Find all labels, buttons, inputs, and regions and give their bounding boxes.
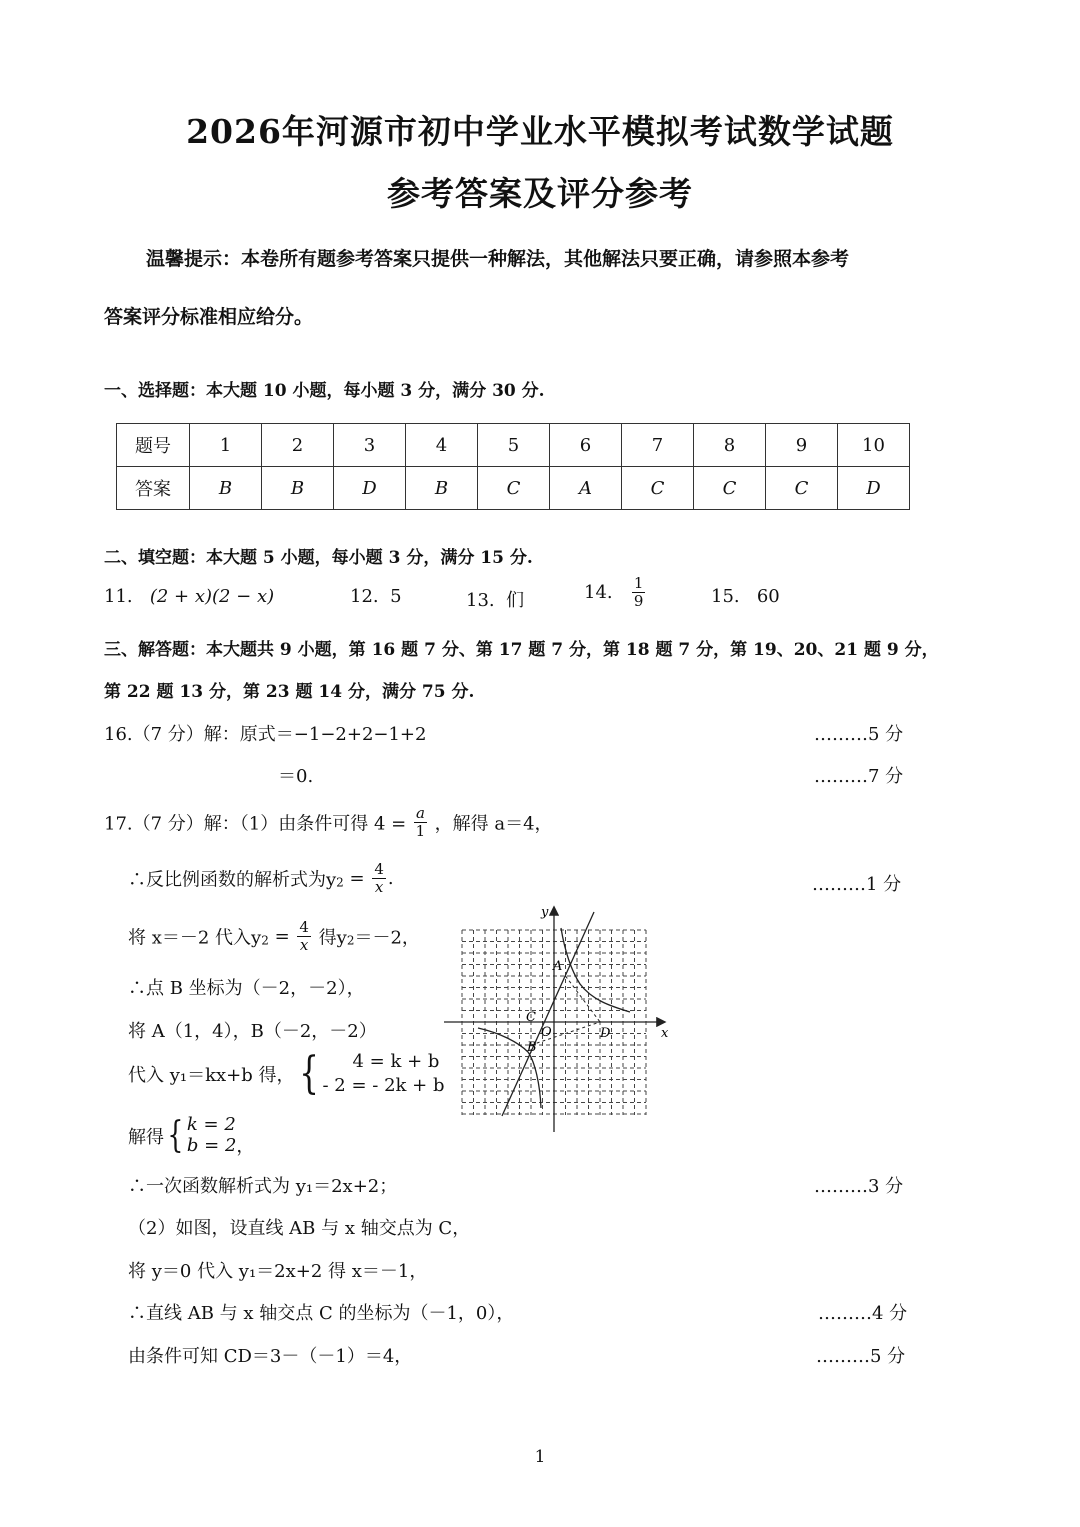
label-d: D bbox=[600, 1026, 611, 1041]
function-graph-figure bbox=[440, 900, 680, 1140]
equation: k = 2 bbox=[186, 1114, 236, 1136]
q17-line-8: ∴一次函数解析式为 y₁＝2x+2； bbox=[128, 1176, 398, 1197]
answer-table bbox=[116, 423, 910, 510]
q17-score-5: ………5 分 bbox=[816, 1346, 906, 1367]
q17-line-9: （2）如图，设直线 AB 与 x 轴交点为 C， bbox=[128, 1218, 471, 1239]
table-cell-answer: C bbox=[694, 467, 766, 510]
item-number: 15. bbox=[711, 586, 740, 607]
q17-line-11: ∴直线 AB 与 x 轴交点 C 的坐标为（－1，0）， bbox=[128, 1303, 515, 1324]
fraction-denominator: x bbox=[374, 878, 384, 896]
item-number: 14. bbox=[584, 582, 613, 603]
text-segment: = bbox=[268, 926, 296, 947]
text-segment: = bbox=[343, 868, 371, 889]
fraction-numerator: 4 bbox=[299, 918, 309, 936]
item-answer: 们 bbox=[506, 590, 525, 611]
q16-score-2: ………7 分 bbox=[814, 766, 904, 787]
text-segment: ∴反比例函数的解析式为y bbox=[128, 869, 337, 891]
equation-system bbox=[187, 1115, 237, 1156]
q16-line-1: 16.（7 分）解：原式＝−1−2+2−1+2 bbox=[104, 724, 427, 745]
text-segment: 得y bbox=[312, 927, 347, 949]
table-cell-answer: B bbox=[262, 467, 334, 510]
fraction-numerator: 1 bbox=[633, 574, 644, 592]
text-segment: ，解得 a＝4， bbox=[434, 813, 553, 835]
page-number: 1 bbox=[534, 1447, 546, 1467]
subscript: 2 bbox=[346, 933, 355, 948]
table-cell-answer: B bbox=[406, 467, 478, 510]
q16-score-1: ………5 分 bbox=[814, 724, 904, 745]
equation: b = 2 bbox=[186, 1135, 237, 1156]
brace: { bbox=[298, 1048, 319, 1100]
label-y: y bbox=[541, 905, 549, 920]
tip-line-1: 温馨提示：本卷所有题参考答案只提供一种解法，其他解法只要正确，请参照本参考 bbox=[146, 248, 850, 270]
text-segment: 代入 y₁＝kx+b 得， bbox=[128, 1065, 295, 1087]
fraction bbox=[372, 862, 386, 895]
table-cell-answer: C bbox=[478, 467, 550, 510]
fill-answer-13 bbox=[466, 586, 524, 612]
section3-heading-line-2: 第 22 题 13 分，第 23 题 14 分，满分 75 分. bbox=[104, 682, 475, 702]
q17-line-7 bbox=[128, 1114, 254, 1158]
section3-heading-line-1: 三、解答题：本大题共 9 小题，第 16 题 7 分、第 17 题 7 分，第 18 题 7 分，第 19、20、21 题 9 分， bbox=[104, 640, 939, 660]
item-number: 13. bbox=[466, 590, 495, 611]
table-cell-number: 9 bbox=[766, 424, 838, 467]
table-cell-answer: A bbox=[550, 467, 622, 510]
equation: - 2 = - 2k + b bbox=[322, 1075, 445, 1097]
line-ab bbox=[502, 912, 594, 1116]
brace: { bbox=[167, 1115, 184, 1156]
q17-line-6 bbox=[128, 1050, 445, 1099]
text-segment: . bbox=[387, 868, 394, 889]
label-c: C bbox=[526, 1010, 536, 1025]
page-title: 2026年河源市初中学业水平模拟考试数学试题 bbox=[186, 112, 894, 151]
fraction bbox=[632, 576, 646, 609]
table-cell-answer: B bbox=[190, 467, 262, 510]
table-cell-number: 10 bbox=[838, 424, 910, 467]
subscript: 2 bbox=[261, 933, 269, 948]
fraction bbox=[414, 806, 427, 839]
equation: 4 = k + b bbox=[352, 1051, 440, 1072]
label-b: B bbox=[527, 1040, 537, 1055]
table-cell-number: 3 bbox=[334, 424, 406, 467]
q17-score-3: ………3 分 bbox=[814, 1176, 904, 1197]
table-cell-number: 8 bbox=[694, 424, 766, 467]
label-a: A bbox=[553, 959, 563, 974]
fraction-denominator: 1 bbox=[415, 822, 426, 840]
q17-line-12: 由条件可知 CD＝3－（－1）＝4， bbox=[128, 1346, 413, 1367]
text-segment: 解得 bbox=[128, 1127, 164, 1148]
q16-line-2: ＝0. bbox=[278, 766, 314, 787]
tip-line-2: 答案评分标准相应给分。 bbox=[104, 306, 314, 328]
fill-answer-15 bbox=[711, 586, 780, 607]
equation-system bbox=[323, 1050, 445, 1099]
fill-answer-14 bbox=[584, 576, 647, 609]
text-segment: ， bbox=[236, 1136, 255, 1157]
q17-line-10: 将 y＝0 代入 y₁＝2x+2 得 x＝－1， bbox=[128, 1261, 428, 1282]
q17-line-3 bbox=[128, 920, 420, 953]
label-x: x bbox=[661, 1026, 669, 1041]
table-row-label: 答案 bbox=[117, 467, 190, 510]
text-segment: 17.（7 分）解：（1）由条件可得 4 = bbox=[104, 813, 407, 835]
table-cell-number: 1 bbox=[190, 424, 262, 467]
q17-line-4: ∴点 B 坐标为（－2，－2）， bbox=[128, 978, 365, 999]
q17-line-1 bbox=[104, 806, 553, 839]
fill-answer-12 bbox=[350, 586, 402, 607]
table-row-label: 题号 bbox=[117, 424, 190, 467]
table-cell-answer: D bbox=[334, 467, 406, 510]
text-segment: 将 x＝－2 代入y bbox=[128, 927, 262, 949]
page-subtitle: 参考答案及评分参考 bbox=[387, 174, 693, 213]
fill-answer-11 bbox=[104, 586, 274, 607]
q17-line-2 bbox=[128, 862, 394, 895]
fraction-denominator: 9 bbox=[633, 592, 644, 610]
table-cell-answer: C bbox=[622, 467, 694, 510]
table-cell-number: 7 bbox=[622, 424, 694, 467]
table-cell-number: 5 bbox=[478, 424, 550, 467]
subscript: 2 bbox=[336, 875, 344, 890]
section2-heading: 二、填空题：本大题 5 小题，每小题 3 分，满分 15 分. bbox=[104, 548, 533, 568]
item-answer: (2 + x)(2 − x) bbox=[149, 586, 275, 607]
q17-line-5: 将 A（1，4），B（－2，－2） bbox=[128, 1021, 377, 1042]
q17-score-4: ………4 分 bbox=[818, 1303, 908, 1324]
text-segment: ＝－2， bbox=[354, 927, 420, 949]
table-row-answers bbox=[117, 467, 910, 510]
table-cell-answer: C bbox=[766, 467, 838, 510]
section1-heading: 一、选择题：本大题 10 小题，每小题 3 分，满分 30 分. bbox=[104, 381, 545, 401]
fraction bbox=[297, 920, 311, 953]
item-answer: 5 bbox=[390, 586, 402, 607]
item-number: 11. bbox=[104, 586, 133, 607]
table-cell-number: 2 bbox=[262, 424, 334, 467]
table-cell-number: 4 bbox=[406, 424, 478, 467]
item-number: 12. bbox=[350, 586, 379, 607]
table-row-numbers bbox=[117, 424, 910, 467]
label-o: O bbox=[541, 1025, 552, 1040]
fraction-numerator: 4 bbox=[374, 860, 384, 878]
table-cell-number: 6 bbox=[550, 424, 622, 467]
item-answer: 60 bbox=[756, 586, 780, 607]
fraction-denominator: x bbox=[299, 936, 309, 954]
q17-score-1: ………1 分 bbox=[812, 874, 902, 895]
fraction-numerator: a bbox=[415, 804, 425, 822]
table-cell-answer: D bbox=[838, 467, 910, 510]
